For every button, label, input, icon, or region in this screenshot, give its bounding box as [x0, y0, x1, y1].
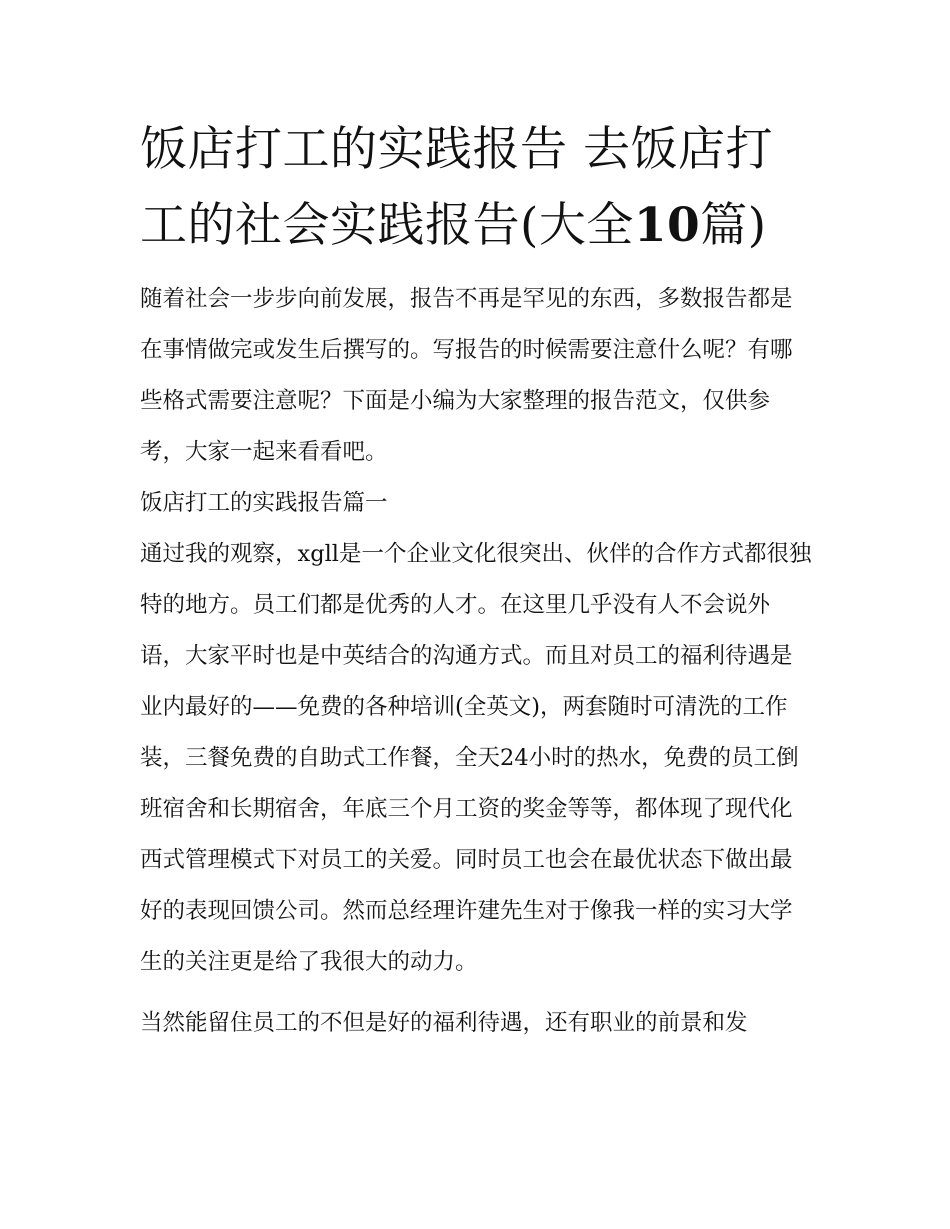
title-number: 10 — [633, 198, 701, 253]
document-body — [140, 274, 812, 1049]
intro-paragraph: 随着社会一步步向前发展，报告不再是罕见的东西，多数报告都是在事情做完或发生后撰写的。写报告的时候需要注意什么呢？有哪些格式需要注意呢？下面是小编为大家整理的报告范文，仅供参考，大家一起来看看吧。 — [140, 286, 793, 465]
body-paragraph-2: 当然能留住员工的不但是好的福利待遇，还有职业的前景和发 — [140, 1010, 748, 1036]
title-text: 饭店打工的实践报告 去饭店打工的社会实践报告(大全 — [140, 122, 773, 253]
title-suffix: 篇) — [700, 198, 767, 253]
document-title — [140, 112, 812, 264]
body-paragraph-1: 通过我的观察，xgll是一个企业文化很突出、伙伴的合作方式都很独特的地方。员工们都是优秀的人才。在这里几乎没有人不会说外语，大家平时也是中英结合的沟通方式。而且对员工的福利待遇是业内最好的——免费的各种培训(全英文)，两套随时可清洗的工作装，三餐免费的自助式工作餐，全天24小时的热水，免费的员工倒班宿舍和长期宿舍，年底三个月工资的奖金等等，都体现了现代化西式管理模式下对员工的关爱。同时员工也会在最优状态下做出最好的表现回馈公司。然而总经理许建先生对于像我一样的实习大学生的关注更是给了我很大的动力。 — [140, 541, 812, 975]
section-heading: 饭店打工的实践报告篇一 — [140, 490, 388, 516]
